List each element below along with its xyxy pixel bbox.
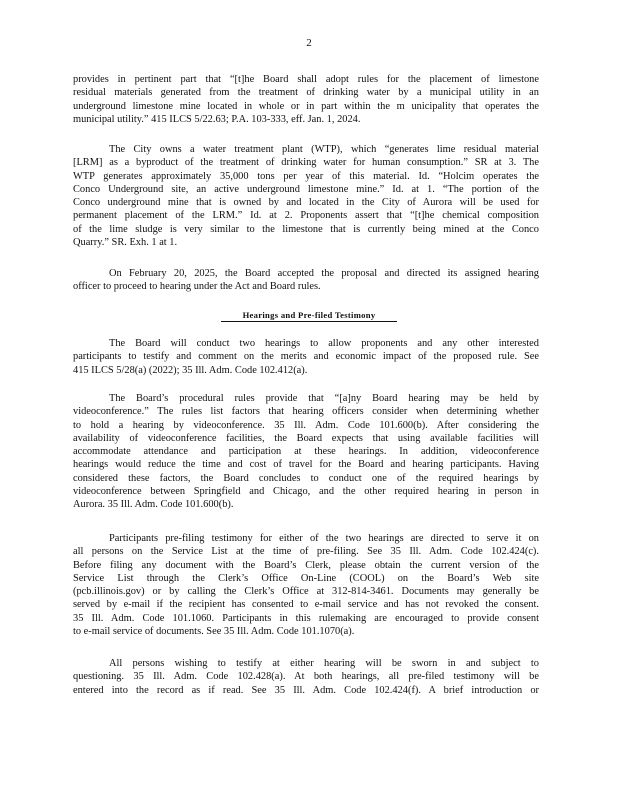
text-line: of the lime sludge is very similar to the limestone that is currently being mined at the Conco (73, 223, 539, 235)
text-line: considered these factors, the Board concludes to conduct one of the required hearings by (73, 472, 539, 484)
text-line: videoconference.” The rules list factors that hearing officers consider when determining whether (73, 406, 539, 418)
paragraph-hearings (73, 337, 539, 377)
text-line: 415 ILCS 5/28(a) (2022); 35 Ill. Adm. Code 102.412(a). (73, 364, 308, 376)
text-line: Quarry.” SR. Exh. 1 at 1. (73, 237, 178, 249)
text-line: municipal utility.” 415 ILCS 5/22.63; P.A. 103-333, eff. Jan. 1, 2024. (73, 113, 361, 125)
section-heading (0, 310, 618, 322)
section-heading-text: Hearings and Pre-filed Testimony (221, 310, 397, 322)
text-line: WTP generates approximately 35,000 tons per year of this material. Id. “Holcim operates the (73, 170, 539, 182)
text-line: Aurora. 35 Ill. Adm. Code 101.600(b). (73, 499, 234, 511)
text-line: provides in pertinent part that “[t]he Board shall adopt rules for the placement of limestone (73, 74, 539, 85)
text-line: Service List through the Clerk’s Office On-Line (COOL) on the Board’s Web site (73, 572, 539, 584)
text-line: 35 Ill. Adm. Code 101.1060. Participants in this rulemaking are encouraged to provide consent (73, 612, 539, 624)
text-line: videoconference between Springfield and Chicago, and the other required hearing in person in (73, 486, 539, 498)
paragraph-statute (73, 73, 539, 126)
text-line: to e-mail service of documents. See 35 Ill. Adm. Code 101.1070(a). (73, 626, 355, 638)
text-line: The Board will conduct two hearings to allow proponents and any other interested (109, 338, 539, 349)
text-line: The City owns a water treatment plant (WTP), which “generates lime residual material (109, 144, 539, 155)
text-line: officer to proceed to hearing under the Act and Board rules. (73, 281, 321, 293)
text-line: underground limestone mine located in whole or in part within the m unicipality that operates the (73, 100, 539, 112)
text-line: permanent placement of the LRM.” Id. at 2. Proponents assert that “[t]he chemical composition (73, 210, 539, 222)
paragraph-city-wtp (73, 143, 539, 249)
text-line: residual materials generated from the treatment of drinking water by a municipal utility in an (73, 87, 539, 99)
text-line: questioning. 35 Ill. Adm. Code 102.428(a). At both hearings, all pre-filed testimony will be (73, 671, 539, 683)
text-line: (pcb.illinois.gov) or by calling the Clerk’s Office at 312-814-3461. Documents may generally be (73, 586, 539, 598)
text-line: entered into the record as if read. See 35 Ill. Adm. Code 102.424(f). A brief introduction or (73, 684, 539, 696)
text-line: [LRM] as a byproduct of the treatment of drinking water for human consumption.” SR at 3. The (73, 157, 539, 169)
text-line: served by e-mail if the recipient has consented to e-mail service and has not revoked the consent. (73, 599, 539, 611)
text-line: The Board’s procedural rules provide that “[a]ny Board hearing may be held by (109, 393, 539, 404)
text-line: availability of videoconference facilities, the Board expects that using available facilities will (73, 432, 539, 444)
text-line: to hold a hearing by videoconference. 35 Ill. Adm. Code 101.600(b). After considering the (73, 419, 539, 431)
paragraph-prefiling (73, 532, 539, 638)
text-line: participants to testify and comment on the merits and economic impact of the proposed rule. See (73, 351, 539, 363)
text-line: hearings would reduce the time and cost of travel for the Board and hearing participants. Having (73, 459, 539, 471)
paragraph-acceptance (73, 267, 539, 294)
text-line: On February 20, 2025, the Board accepted the proposal and directed its assigned hearing (109, 268, 539, 279)
text-line: Before filing any document with the Board’s Clerk, please obtain the current version of the (73, 559, 539, 571)
paragraph-testimony (73, 657, 539, 697)
text-line: All persons wishing to testify at either hearing will be sworn in and subject to (109, 658, 539, 669)
paragraph-videoconference (73, 392, 539, 512)
text-line: accommodate attendance and participation at these hearings. In addition, videoconference (73, 446, 539, 458)
text-line: all persons on the Service List at the time of pre-filing. See 35 Ill. Adm. Code 102.424(c). (73, 546, 539, 558)
text-line: Participants pre-filing testimony for either of the two hearings are directed to serve it on (109, 533, 539, 544)
text-line: Conco Underground site, an active underground limestone mine.” Id. at 1. “The portion of the (73, 183, 539, 195)
page-number: 2 (306, 37, 312, 49)
text-line: Conco underground mine that is owned by and located in the City of Aurora will be used for (73, 197, 539, 209)
